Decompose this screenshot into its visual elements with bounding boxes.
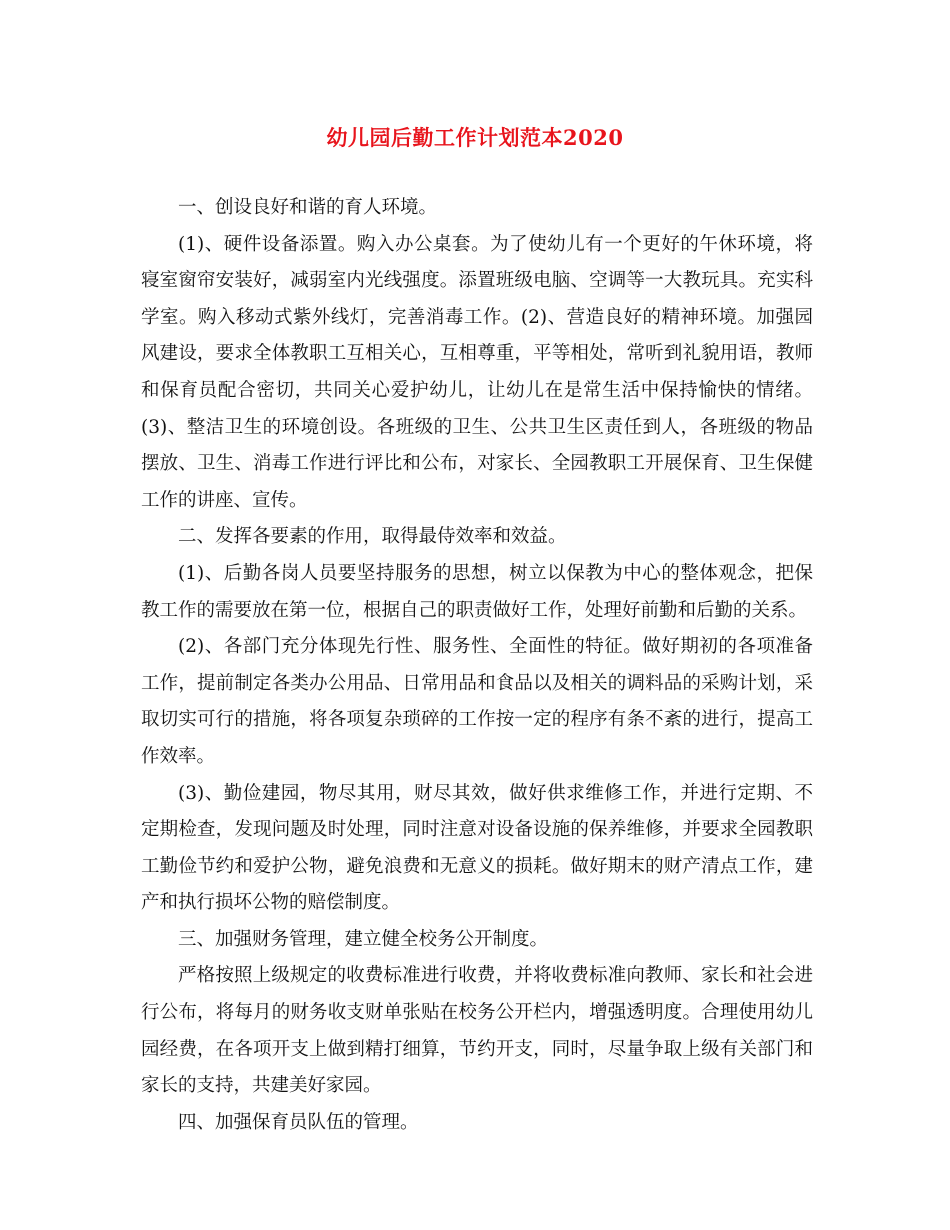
paragraph-service-concept: (1)、后勤各岗人员要坚持服务的思想，树立以保教为中心的整体观念，把保教工作的需要放在第一位，根据自己的职责做好工作，处理好前勤和后勤的关系。 — [141, 562, 813, 621]
paragraph-department-features: (2)、各部门充分体现先行性、服务性、全面性的特征。做好期初的各项准备工作，提前制定各类办公用品、日常用品和食品以及相关的调料品的采购计划，采取切实可行的措施，将各项复杂琐碎的工作按一定的程序有条不紊的进行，提高工作效率。 — [141, 636, 813, 767]
section-heading-2: 二、发挥各要素的作用，取得最侍效率和效益。 — [178, 526, 567, 548]
section-heading-3: 三、加强财务管理，建立健全校务公开制度。 — [178, 928, 549, 950]
paragraph-thrift-maintenance: (3)、勤俭建园，物尽其用，财尽其效，做好供求维修工作，并进行定期、不定期检查，发现问题及时处理，同时注意对设备设施的保养维修，并要求全园教职工勤俭节约和爱护公物，避免浪费和无意义的损耗。做好期末的财产清点工作，建产和执行损坏公物的赔偿制度。 — [141, 782, 813, 914]
paragraph-finance-management: 严格按照上级规定的收费标准进行收费，并将收费标准向教师、家长和社会进行公布，将每月的财务收支财单张贴在校务公开栏内，增强透明度。合理使用幼儿园经费，在各项开支上做到精打细算，节约开支，同时，尽量争取上级有关部门和家长的支持，共建美好家园。 — [141, 965, 813, 1097]
section-heading-4: 四、加强保育员队伍的管理。 — [178, 1111, 419, 1133]
paragraph-hardware-environment: (1)、硬件设备添置。购入办公桌套。为了使幼儿有一个更好的午休环境，将寝室窗帘安装好，减弱室内光线强度。添置班级电脑、空调等一大教玩具。充实科学室。购入移动式紫外线灯，完善消毒工作。(2)、营造良好的精神环境。加强园风建设，要求全体教职工互相关心，互相尊重，平等相处，常听到礼貌用语，教师和保育员配合密切，共同关心爱护幼儿，让幼儿在是常生活中保持愉快的情绪。(3)、整洁卫生的环境创设。各班级的卫生、公共卫生区责任到人，各班级的物品摆放、卫生、消毒工作进行评比和公布，对家长、全园教职工开展保育、卫生保健工作的讲座、宣传。 — [141, 233, 813, 511]
section-heading-1: 一、创设良好和谐的育人环境。 — [178, 197, 438, 218]
document-title: 幼儿园后勤工作计划范本2020 — [326, 125, 624, 150]
document-body — [141, 190, 813, 1141]
